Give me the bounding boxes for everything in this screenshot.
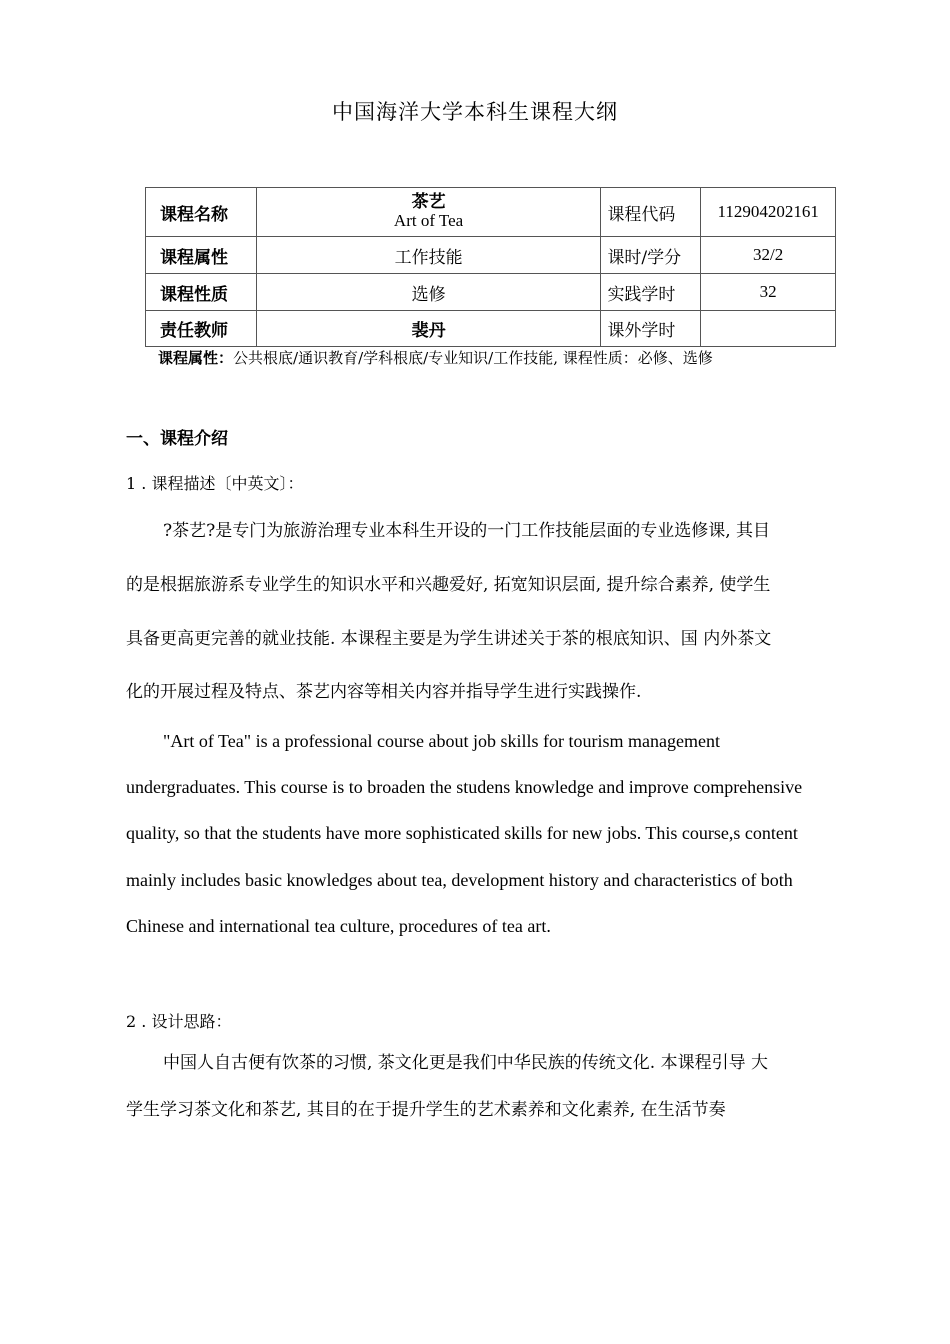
description-en-line: quality, so that the students have more sophisticated skills for new jobs. This course,s content <box>126 823 798 843</box>
table-row <box>146 274 836 311</box>
course-nature-label: 课程性质 <box>146 274 257 311</box>
page-title: 中国海洋大学本科生课程大纲 <box>332 100 618 124</box>
description-cn-line: ?茶艺?是专门为旅游治理专业本科生开设的一门工作技能层面的专业选修课, 其目 <box>163 521 771 541</box>
description-cn-line: 具备更高更完善的就业技能. 本课程主要是为学生讲述关于茶的根底知识、国 内外茶文 <box>126 629 772 649</box>
practice-hours-value: 32 <box>701 274 836 311</box>
course-attribute-label: 课程属性 <box>146 237 257 274</box>
sub-heading-design: 2 . 设计思路： <box>126 1012 232 1031</box>
practice-hours-label: 实践学时 <box>601 274 701 311</box>
description-en-line: Chinese and international tea culture, procedures of tea art. <box>126 916 551 936</box>
hours-credits-label: 课时/学分 <box>601 237 701 274</box>
table-row <box>146 188 836 237</box>
design-line: 中国人自古便有饮茶的习惯, 茶文化更是我们中华民族的传统文化. 本课程引导 大 <box>163 1053 769 1073</box>
description-cn-line: 的是根据旅游系专业学生的知识水平和兴趣爱好, 拓宽知识层面, 提升综合素养, 使学生 <box>126 575 771 595</box>
course-attribute-value: 工作技能 <box>256 237 601 274</box>
table-row <box>146 311 836 347</box>
extra-hours-value <box>701 311 836 347</box>
course-info-table <box>145 187 836 347</box>
course-name-value <box>256 188 601 237</box>
hours-credits-value: 32/2 <box>701 237 836 274</box>
course-name-label: 课程名称 <box>146 188 257 237</box>
course-name-cn: 茶艺 <box>411 192 446 212</box>
teacher-label: 责任教师 <box>146 311 257 347</box>
table-row <box>146 237 836 274</box>
description-cn-line: 化的开展过程及特点、茶艺内容等相关内容并指导学生进行实践操作. <box>126 682 642 702</box>
extra-hours-label: 课外学时 <box>601 311 701 347</box>
course-name-en: Art of Tea <box>393 211 464 230</box>
section-heading-intro: 一、课程介绍 <box>126 429 228 449</box>
sub-heading-description: 1 . 课程描述〔中英文〕： <box>126 474 304 493</box>
course-code-value: 112904202161 <box>701 188 836 237</box>
description-en-line: "Art of Tea" is a professional course about job skills for tourism management <box>163 731 720 751</box>
course-nature-value: 选修 <box>256 274 601 311</box>
description-en-line: mainly includes basic knowledges about tea, development history and characteristics of both <box>126 870 793 890</box>
table-note-text: 公共根底/通识教育/学科根底/专业知识/工作技能, 课程性质：必修、选修 <box>233 349 713 367</box>
table-note <box>158 347 713 368</box>
teacher-value: 裴丹 <box>256 311 601 347</box>
description-en-line: undergraduates. This course is to broaden the studens knowledge and improve comprehensive <box>126 777 803 797</box>
table-note-prefix: 课程属性： <box>158 349 234 367</box>
design-line: 学生学习茶文化和茶艺, 其目的在于提升学生的艺术素养和文化素养, 在生活节奏 <box>126 1100 726 1120</box>
course-code-label: 课程代码 <box>601 188 701 237</box>
